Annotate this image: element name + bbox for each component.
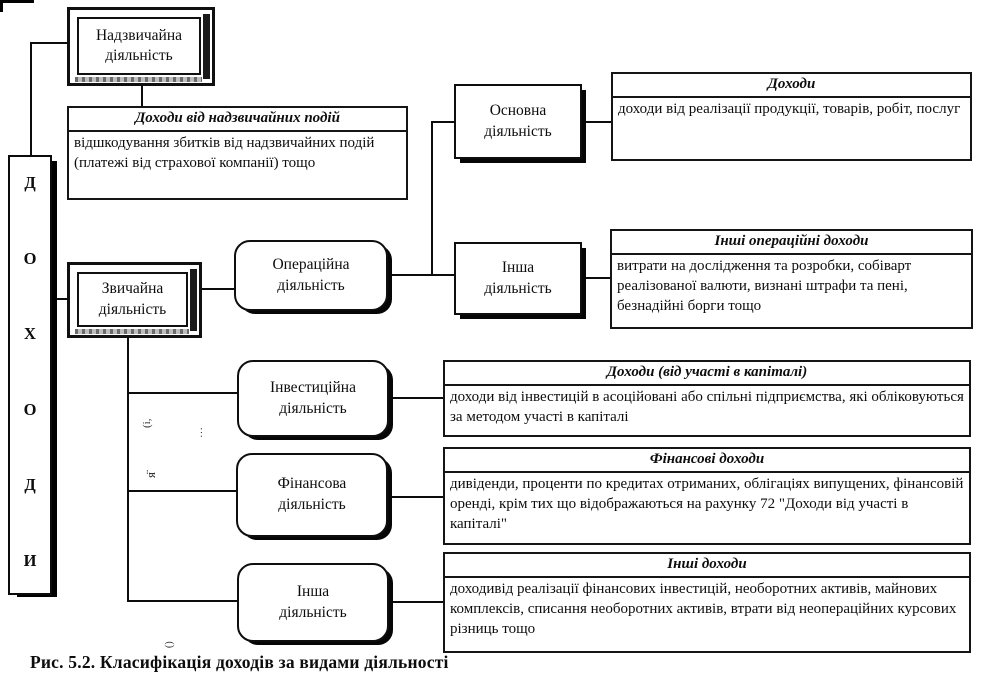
box-other-operational-income	[610, 229, 973, 329]
scan-edge-mark	[0, 0, 34, 3]
box-title: Доходи (від участі в капіталі)	[445, 362, 969, 386]
box-sales-income	[611, 72, 972, 161]
node-label: Фінансова діяльність	[277, 475, 347, 513]
box-equity-income	[443, 360, 971, 437]
box-title: Інші операційні доходи	[612, 231, 971, 255]
root-letter: О	[23, 248, 37, 268]
box-title: Доходи від надзвичайних подій	[69, 108, 406, 132]
node-label: Інвестиційна діяльність	[270, 378, 356, 417]
box-other-income	[443, 552, 971, 653]
box-body: витрати на дослідження та розробки, собіварт реалізованої валюти, визнані штрафи та пені, безнадійні борги тощо	[617, 258, 912, 314]
box-body: доходи від реалізації продукції, товарів, робіт, послуг	[618, 101, 961, 117]
node-main-activity	[454, 84, 582, 159]
box-title: Фінансові доходи	[445, 449, 969, 473]
box-financial-income	[443, 447, 971, 545]
node-other-activity	[237, 563, 389, 642]
root-letter: Х	[24, 324, 36, 344]
box-body: доходивід реалізації фінансових інвестицій, необоротних активів, майнових комплексів, списання необоротних активів, втрати від неопераційних курсових різниць тощо	[450, 581, 957, 637]
scan-artifact: ()	[164, 641, 175, 648]
root-letter: О	[23, 399, 37, 419]
box-extraordinary-income	[67, 106, 408, 200]
connector-line	[431, 121, 455, 123]
connector-line	[431, 121, 433, 276]
root-box-incomes	[8, 155, 52, 595]
connector-line	[127, 490, 237, 492]
connector-line	[387, 496, 443, 498]
connector-line	[581, 277, 610, 279]
node-other-operational-activity	[454, 242, 582, 315]
node-label: Основна діяльність	[484, 101, 552, 140]
node-operational-activity	[234, 240, 388, 311]
node-investment-activity	[237, 360, 389, 437]
connector-line	[388, 601, 443, 603]
connector-line	[52, 298, 68, 300]
node-label: Інша діяльність	[484, 258, 552, 297]
node-financial-activity	[236, 453, 388, 537]
scan-artifact: ···	[196, 427, 208, 438]
box-body: дивіденди, проценти по кредитах отриманих, облігаціях випущених, фінансовій оренді, крім тих що відображаються на рахунку 72 "Доходи від участі в капіталі"	[450, 476, 964, 532]
box-title: Інші доходи	[445, 554, 969, 578]
node-label: Надзвичайна діяльність	[77, 17, 201, 75]
box-title: Доходи	[613, 74, 970, 98]
root-letter: И	[23, 550, 37, 570]
box-body: доходи від інвестицій в асоційовані або спільні підприємства, які обліковуються за методом участі в капіталі	[450, 389, 964, 425]
box-body: відшкодування збитків від надзвичайних подій (платежі від страхової компанії) тощо	[74, 135, 375, 171]
connector-line	[200, 288, 235, 290]
node-label: Операційна діяльність	[272, 255, 350, 294]
connector-line	[127, 600, 237, 602]
node-ordinary-activity	[67, 262, 202, 338]
node-label: Інша діяльність	[279, 582, 347, 621]
connector-line	[141, 84, 143, 107]
connector-line	[581, 121, 611, 123]
figure-caption: Рис. 5.2. Класифікація доходів за видами діяльності	[30, 652, 449, 672]
connector-line	[127, 392, 237, 394]
connector-line	[30, 42, 32, 157]
connector-line	[388, 397, 443, 399]
node-extraordinary-activity	[67, 7, 215, 86]
scan-artifact: я̈	[143, 472, 158, 478]
connector-line	[127, 337, 129, 602]
scan-edge-mark	[0, 0, 3, 12]
node-label: Звичайна діяльність	[77, 272, 188, 327]
scan-artifact: (і,	[141, 418, 153, 428]
connector-line	[30, 42, 68, 44]
root-letter: Д	[24, 173, 36, 192]
root-letter: Д	[24, 475, 36, 495]
connector-line	[387, 274, 455, 276]
